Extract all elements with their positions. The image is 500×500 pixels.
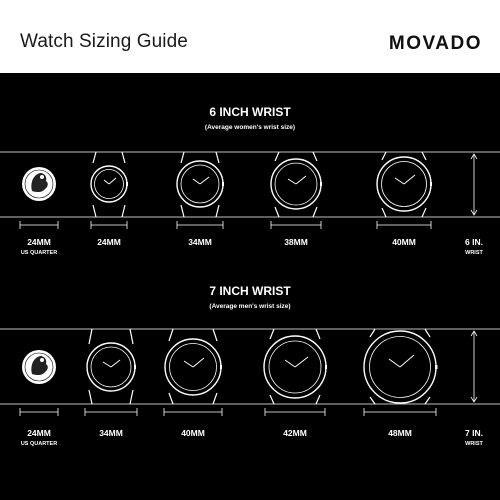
- coin-size-label: 24MM: [27, 428, 51, 438]
- watch-icon: [271, 152, 322, 217]
- watch-size-label: 40MM: [392, 237, 416, 247]
- watch-size-label: 34MM: [99, 428, 123, 438]
- watch-icon: [177, 152, 224, 217]
- wrist-label: 6 IN.: [465, 237, 483, 247]
- watch-size-label: 38MM: [284, 237, 308, 247]
- wrist-sublabel: WRIST: [465, 441, 483, 447]
- us-quarter-coin-icon: [22, 350, 56, 384]
- coin-size-label: 24MM: [27, 237, 51, 247]
- section-subheading: (Average women's wrist size): [204, 124, 296, 131]
- header-bar: [0, 0, 500, 73]
- section-7-inch-wrist: [0, 284, 500, 447]
- wrist-height-arrow: [471, 331, 477, 402]
- watch-size-label: 24MM: [97, 237, 121, 247]
- watch-icon: [91, 152, 128, 217]
- section-heading: 7 INCH WRIST: [209, 284, 291, 298]
- section-subheading: (Average men's wrist size): [209, 303, 291, 310]
- watch-icon: [87, 329, 136, 404]
- watch-size-label: 34MM: [188, 237, 212, 247]
- wrist-label: 7 IN.: [465, 428, 483, 438]
- watch-size-label: 42MM: [283, 428, 307, 438]
- coin-sublabel: US QUARTER: [20, 441, 58, 447]
- guide-title: Watch Sizing Guide: [20, 31, 188, 52]
- watch-icon: [377, 152, 432, 217]
- wrist-height-arrow: [471, 154, 477, 215]
- watch-icon: [364, 329, 438, 404]
- sizing-diagram: [0, 73, 500, 500]
- coin-sublabel: US QUARTER: [20, 250, 58, 256]
- us-quarter-coin-icon: [22, 167, 56, 201]
- section-6-inch-wrist: [0, 105, 500, 256]
- watch-size-label: 40MM: [181, 428, 205, 438]
- watch-icon: [165, 329, 222, 404]
- watch-size-label: 48MM: [388, 428, 412, 438]
- wrist-sublabel: WRIST: [465, 250, 483, 256]
- watch-icon: [264, 329, 327, 404]
- brand-logo: MOVADO: [388, 33, 482, 54]
- section-heading: 6 INCH WRIST: [209, 105, 291, 119]
